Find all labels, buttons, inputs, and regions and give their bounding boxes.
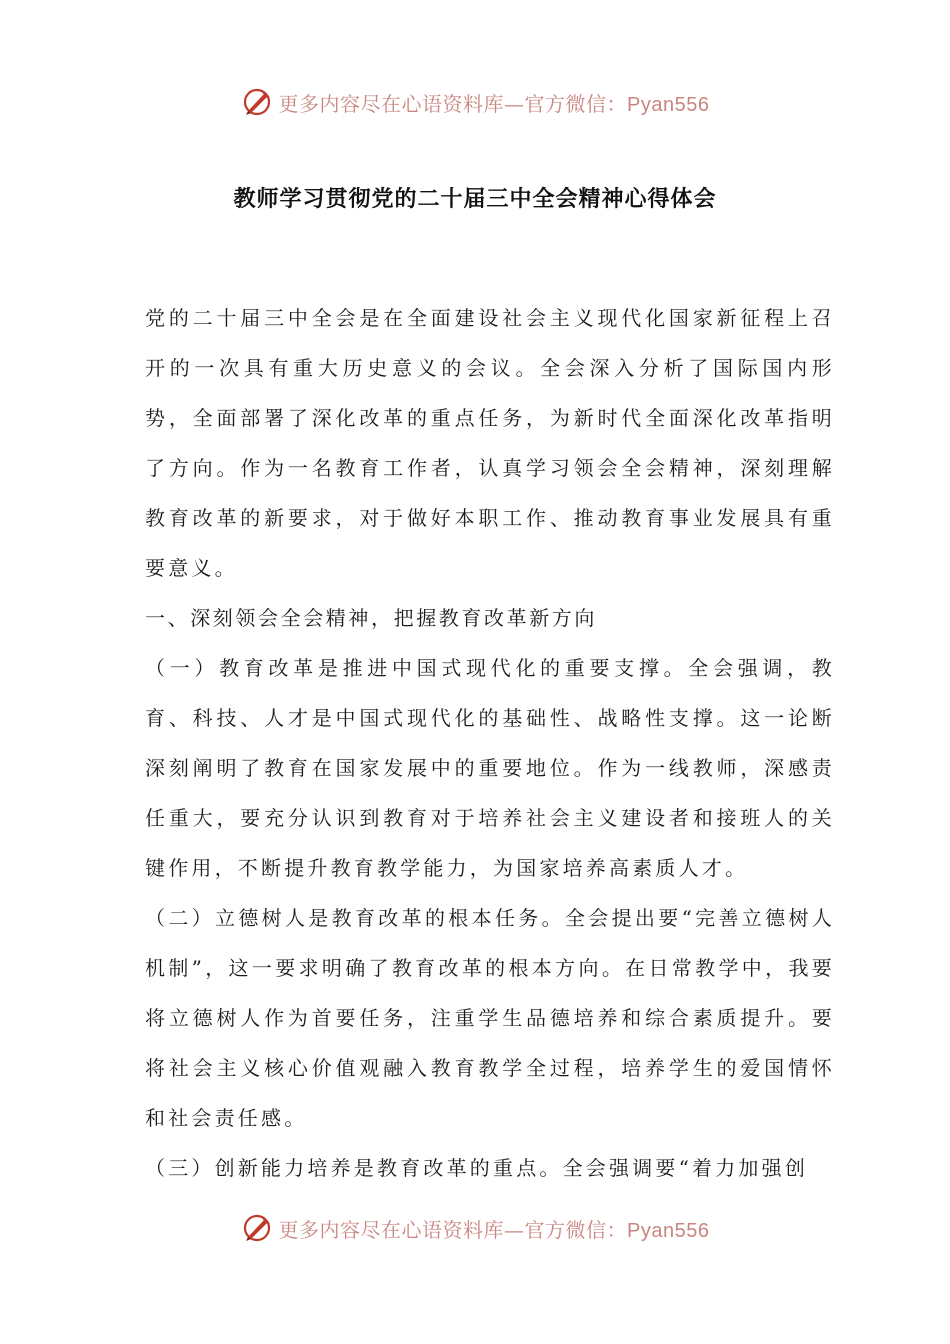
paragraph-point-3: （三）创新能力培养是教育改革的重点。全会强调要“着力加强创 xyxy=(145,1156,809,1180)
header-banner xyxy=(0,82,950,122)
document-title: 教师学习贯彻党的二十届三中全会精神心得体会 xyxy=(233,187,717,212)
footer-banner xyxy=(0,1208,950,1248)
paragraph-intro: 党的二十届三中全会是在全面建设社会主义现代化国家新征程上召开的一次具有重大历史意义的会议。全会深入分析了国际国内形势，全面部署了深化改革的重点任务，为新时代全面深化改革指明了方向。作为一名教育工作者，认真学习领会全会精神，深刻理解教育改革的新要求，对于做好本职工作、推动教育事业发展具有重要意义。 xyxy=(145,306,835,580)
pen-logo-icon xyxy=(241,1212,273,1244)
wechat-id: Pyan556 xyxy=(627,93,710,116)
section-heading-1: 一、深刻领会全会精神，把握教育改革新方向 xyxy=(145,606,597,630)
banner-text: 更多内容尽在心语资料库—官方微信：Pyan556 xyxy=(278,91,710,116)
paragraph-point-1: （一）教育改革是推进中国式现代化的重要支撑。全会强调，教育、科技、人才是中国式现代化的基础性、战略性支撑。这一论断深刻阐明了教育在国家发展中的重要地位。作为一线教师，深感责任重大，要充分认识到教育对于培养社会主义建设者和接班人的关键作用，不断提升教育教学能力，为国家培养高素质人才。 xyxy=(145,656,835,880)
pen-logo-icon xyxy=(241,86,273,118)
banner-text: 更多内容尽在心语资料库—官方微信：Pyan556 xyxy=(278,1217,710,1242)
paragraph-point-2: （二）立德树人是教育改革的根本任务。全会提出要“完善立德树人机制”，这一要求明确了教育改革的根本方向。在日常教学中，我要将立德树人作为首要任务，注重学生品德培养和综合素质提升。要将社会主义核心价值观融入教育教学全过程，培养学生的爱国情怀和社会责任感。 xyxy=(145,906,835,1130)
document-body xyxy=(145,293,835,1193)
wechat-id: Pyan556 xyxy=(627,1219,710,1242)
